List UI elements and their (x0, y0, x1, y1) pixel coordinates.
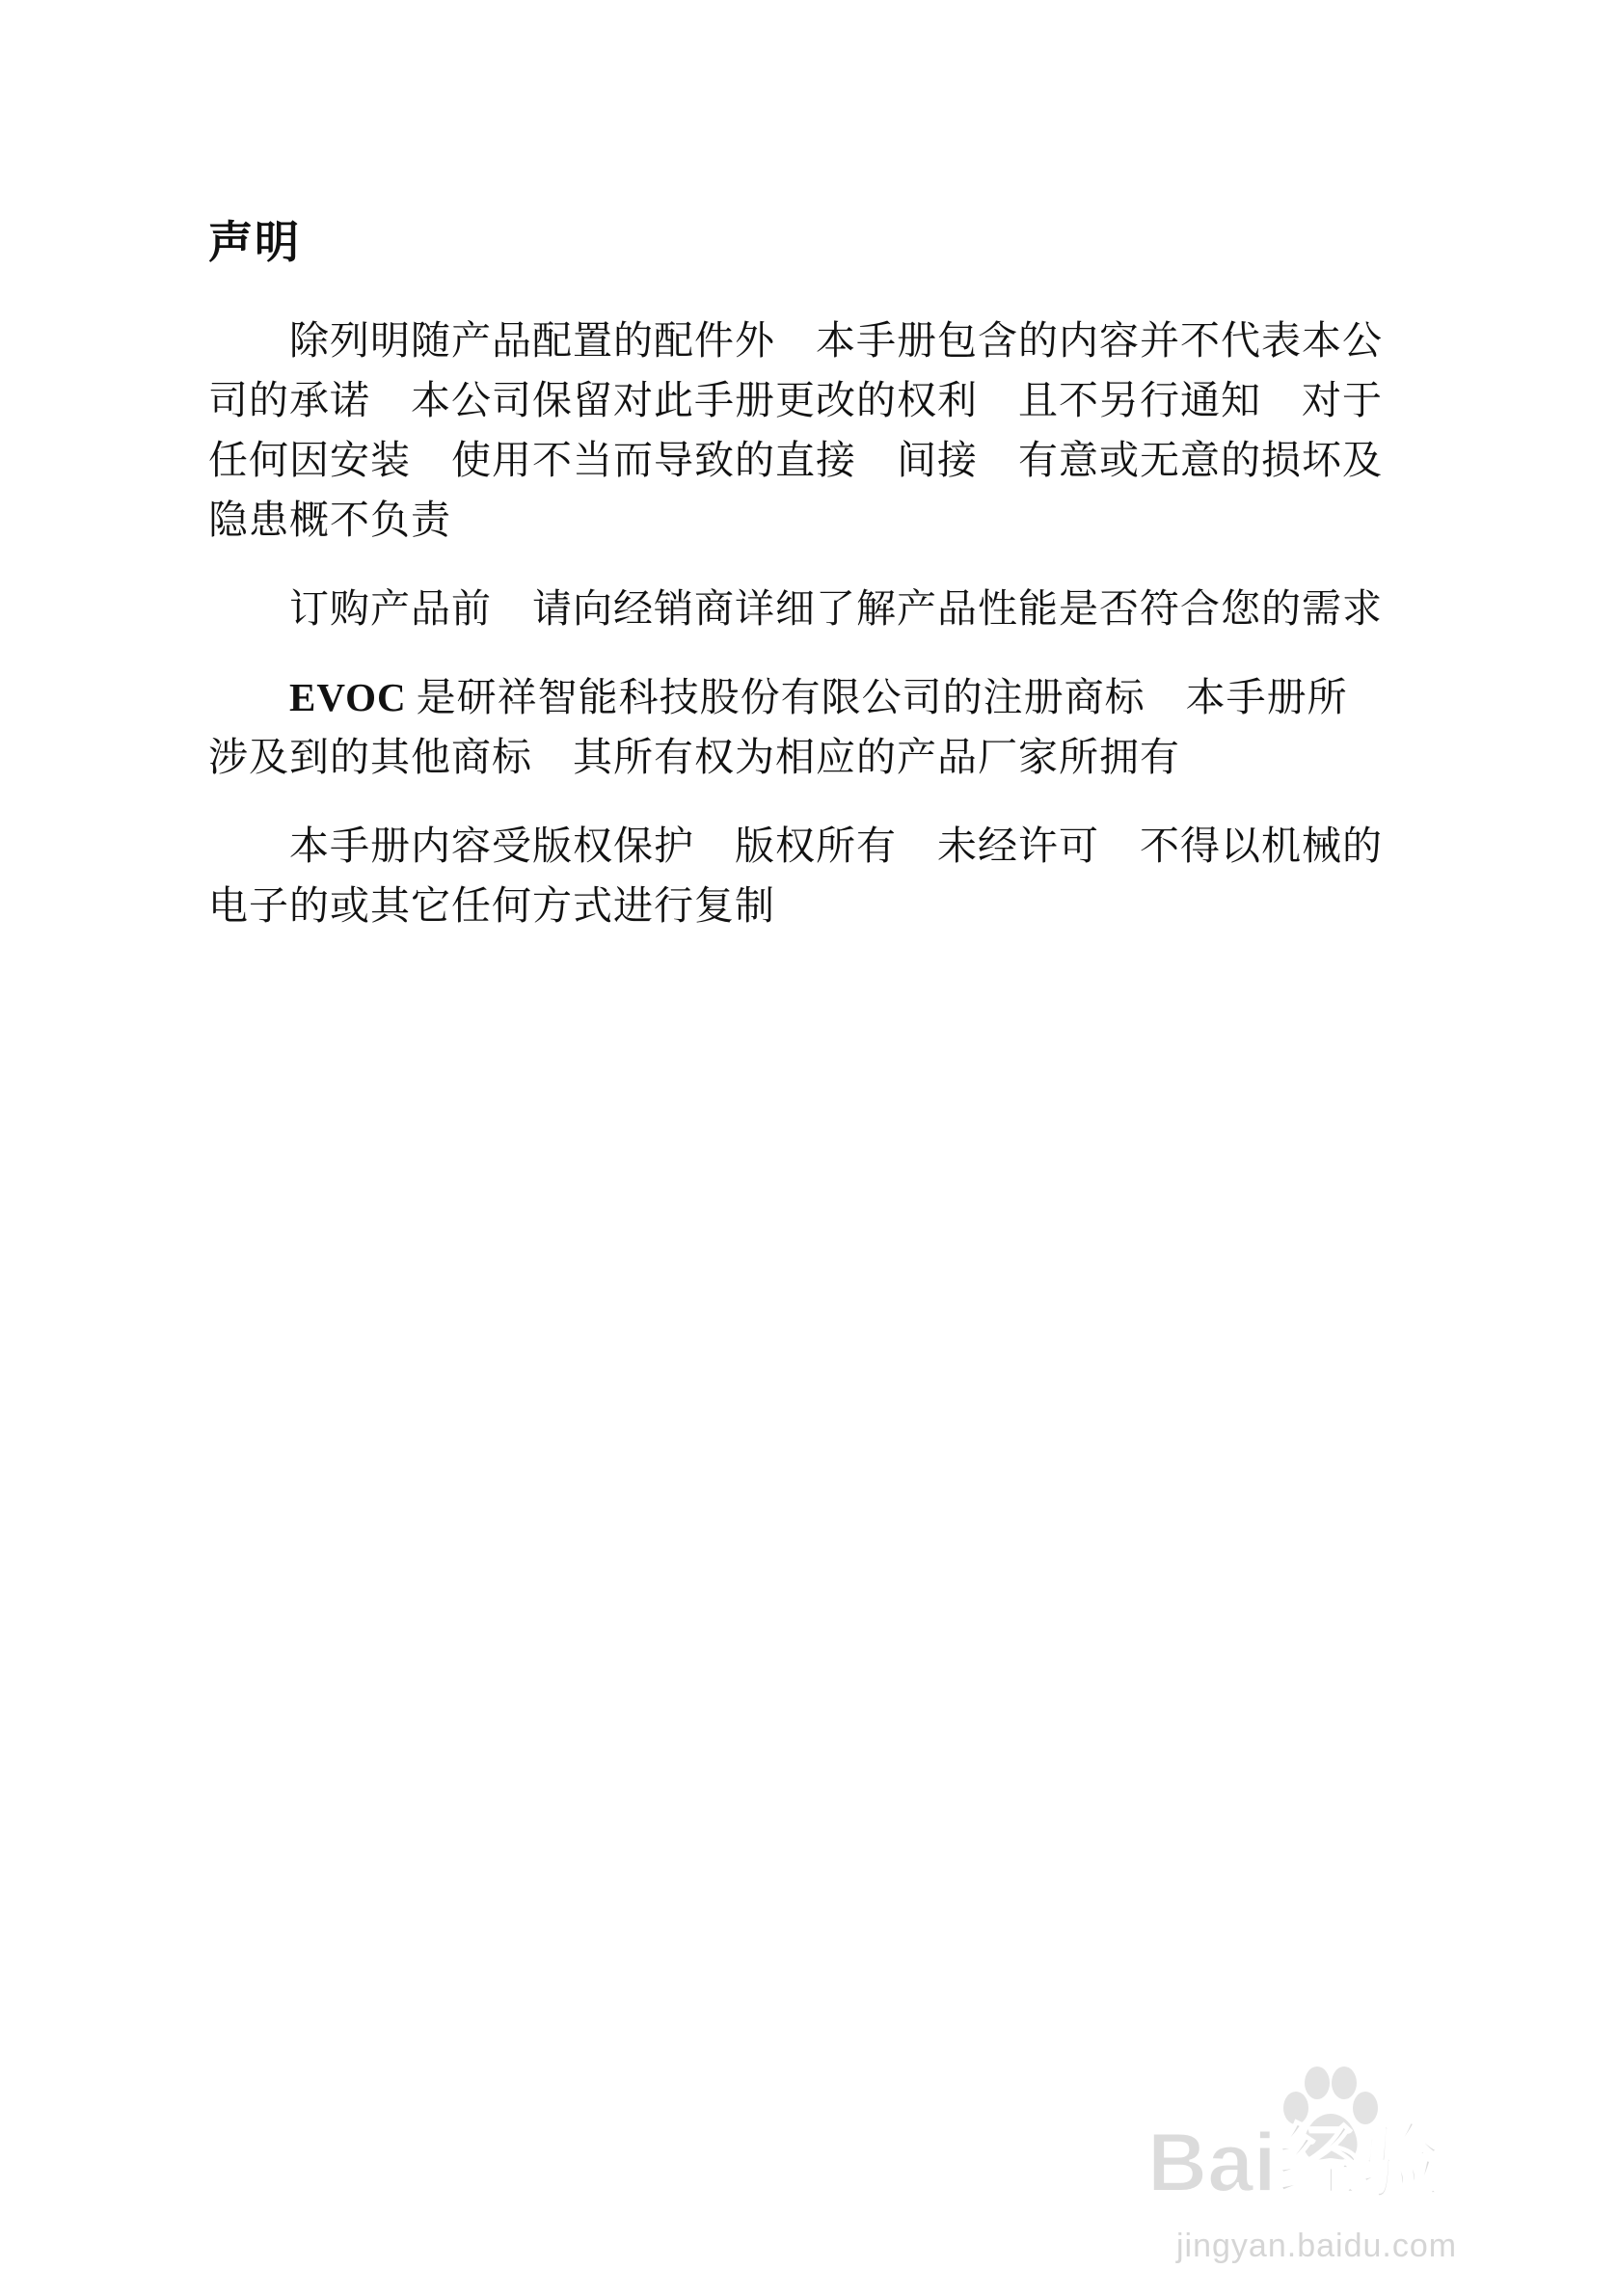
document-body (208, 311, 1385, 964)
watermark-logo-text: Bai经验 (1147, 2117, 1442, 2209)
paragraph-line: 本手册内容受版权保护 版权所有 未经许可 不得以机械的 (289, 823, 1383, 869)
paragraph-line: 求 (1342, 585, 1383, 632)
paragraph-purchase-note (208, 579, 1385, 638)
paragraph-disclaimer (208, 311, 1385, 550)
paragraph-line: 隐患概不负责 (208, 497, 451, 543)
baidu-jingyan-watermark (1147, 2064, 1552, 2264)
brand-name: EVOC (289, 675, 407, 719)
paragraph-copyright (208, 816, 1385, 935)
paragraph-line: 电子的或其它任何方式进行复制 (208, 882, 775, 929)
paragraph-line: 司的承诺 本公司保留对此手册更改的权利 且不另行通知 对于 (208, 377, 1383, 423)
paragraph-trademark (208, 667, 1385, 787)
paragraph-line: 订购产品前 请向经销商详细了解产品性能是否符合您的需 (289, 585, 1342, 632)
paragraph-line: 涉及到的其他商标 其所有权为相应的产品厂家所拥有 (208, 734, 1180, 780)
watermark-url: jingyan.baidu.com (1176, 2228, 1458, 2264)
paragraph-line: 是研祥智能科技股份有限公司的注册商标 本手册所 (416, 674, 1348, 720)
paragraph-line: 任何因安装 使用不当而导致的直接 间接 有意或无意的损坏及 (208, 437, 1383, 483)
paragraph-line: 除列明随产品配置的配件外 本手册包含的内容并不代表本公 (289, 317, 1383, 364)
page-title: 声明 (208, 216, 301, 268)
